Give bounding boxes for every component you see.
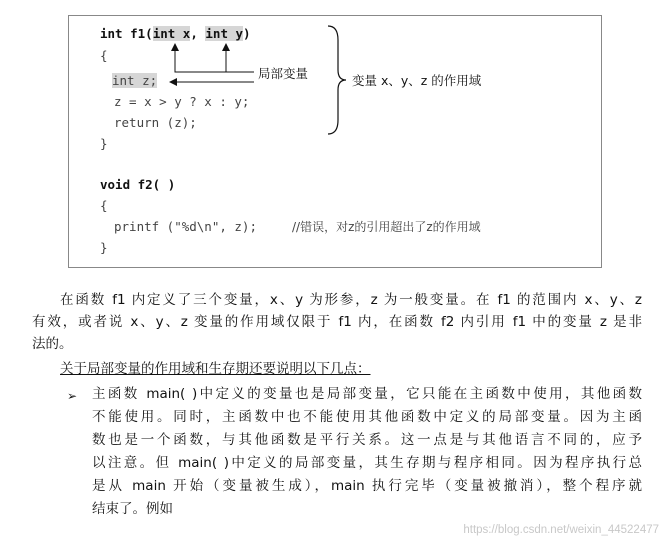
bullet-line-3: 数也是一个函数，与其他函数是平行关系。这一点是与其他语言不同的，应予	[92, 432, 642, 448]
error-comment: //错误，对z的引用超出了z的作用域	[292, 220, 481, 234]
return-line: return (z);	[114, 115, 197, 130]
arrow-to-int-y	[226, 44, 254, 72]
scope-label: 变量 x、y、z 的作用域	[352, 73, 482, 88]
bullet-line-1: 主函数 main( )中定义的变量也是局部变量，它只能在主函数中使用，其他函数	[92, 386, 642, 402]
close-brace-f2: }	[100, 240, 108, 255]
z-assign-line: z = x > y ? x : y;	[114, 94, 250, 109]
arrow-to-int-x	[175, 44, 226, 72]
local-variable-label: 局部变量	[258, 66, 309, 81]
f1-signature: int f1(int x, int y)	[100, 26, 251, 41]
bullet-line-6: 结束了。例如	[92, 501, 173, 517]
bullet-arrow-icon: ➢	[67, 389, 78, 403]
bullet-line-4: 以注意。但 main( )中定义的局部变量，其生存期与程序相同。因为程序执行总	[92, 455, 642, 471]
paragraph1-line1: 在函数 f1 内定义了三个变量，x、y 为形参，z 为一般变量。在 f1 的范围内 x、y、z	[60, 292, 642, 308]
f2-signature: void f2( )	[100, 177, 176, 192]
paragraph1-line3: 法的。	[32, 336, 73, 352]
scope-brace	[328, 26, 346, 134]
printf-line: printf ("%d\n", z);	[114, 219, 257, 234]
watermark: https://blog.csdn.net/weixin_44522477	[463, 524, 659, 536]
int-z-declaration: int z;	[112, 73, 158, 88]
open-brace-f2: {	[100, 198, 108, 213]
bullet-line-2: 不能使用。同时，主函数中也不能使用其他函数中定义的局部变量。因为主函	[92, 409, 642, 425]
bullet-line-5: 是从 main 开始（变量被生成），main 执行完毕（变量被撤消），整个程序就	[92, 478, 642, 494]
notes-heading: 关于局部变量的作用域和生存期还要说明以下几点：	[60, 361, 371, 377]
open-brace-f1: {	[100, 48, 108, 63]
paragraph1-line2: 有效，或者说 x、y、z 变量的作用域仅限于 f1 内，在函数 f2 内引用 f1 中的变量 z 是非	[32, 314, 642, 330]
close-brace-f1: }	[100, 136, 108, 151]
